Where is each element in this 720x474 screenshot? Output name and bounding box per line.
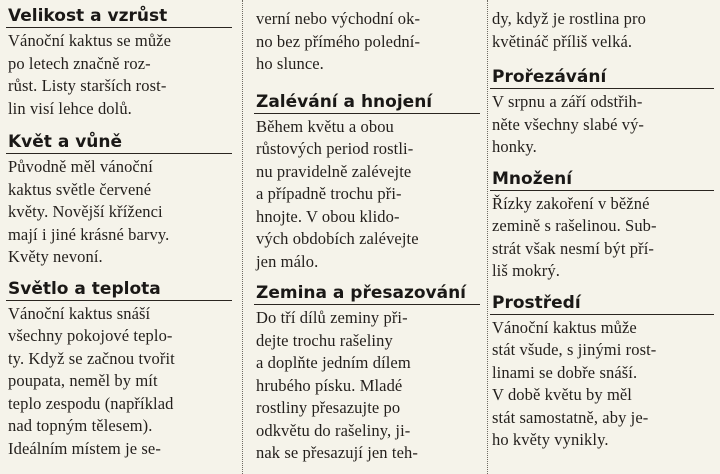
section-heading: Velikost a vzrůst [6,6,232,28]
text-line: něte všechny slabé vý- [492,114,645,134]
text-line: stát samostatně, aby je- [492,407,649,427]
section-heading: Množení [490,169,714,191]
text-line: dejte trochu rašeliny [256,330,393,350]
text-line: nak se přesazují jen teh- [256,443,418,462]
column-divider-2 [487,0,488,474]
text-line: jen málo. [256,251,319,271]
text-line: po letech značně roz- [8,53,151,73]
text-line: teplo zespodu (například [8,393,174,413]
text-line: hrubého písku. Mladé [256,375,403,395]
text-line: dy, když je rostlina pro [492,9,646,28]
text-line: odkvětu do rašeliny, ji- [256,420,411,440]
text-line: hnojte. V obou klido- [256,206,400,226]
text-line: Květy nevoní. [8,247,103,266]
section-body [6,303,232,461]
text-line: a případně trochu při- [256,184,402,203]
text-line: poupata, neměl by mít [8,371,158,390]
text-line: květináč příliš velká. [492,31,633,51]
section-body [254,307,480,465]
section-heading: Květ a vůně [6,132,232,154]
text-line: nu pravidelně zalévejte [256,161,412,181]
section-heading: Zalévání a hnojení [254,92,480,114]
text-line: no bez přímého polední- [256,31,421,51]
text-line: květy. Novější kříženci [8,202,163,221]
text-line: Vánoční kaktus se může [8,31,172,50]
text-line: honky. [492,137,537,156]
text-line: verní nebo východní ok- [256,9,421,28]
text-line: kaktus světle červené [8,179,152,199]
section-svetlo-a-teplota [6,279,232,461]
section-heading: Světlo a teplota [6,279,232,301]
column-2 [254,0,480,462]
section-zemina-a-presazovani [254,283,480,465]
text-line: Řízky zakoření v běžné [492,193,650,213]
column-1 [6,0,232,458]
continuation-text [254,8,480,76]
section-prorezavani [490,67,714,159]
section-prostredi [490,293,714,452]
section-body [6,30,232,120]
text-line: všechny pokojové teplo- [8,326,173,345]
section-body [6,156,232,269]
text-line: V době květu by měl [492,385,632,404]
column-3 [490,0,714,449]
section-mnozeni [490,169,714,283]
section-body [254,116,480,274]
text-line: ho slunce. [256,54,324,73]
text-line: Během květu a obou [256,116,394,136]
column-divider-1 [242,0,243,474]
section-body [490,317,714,452]
text-line: nad topným tělesem). [8,416,153,435]
text-line: strát však nesmí být pří- [492,238,654,258]
section-body [490,193,714,283]
section-heading: Prostředí [490,293,714,315]
text-line: Ideálním místem je se- [8,438,161,458]
text-line: Vánoční kaktus může [492,317,637,337]
text-line: Původně měl vánoční [8,157,153,176]
text-line: linami se dobře snáší. [492,362,638,382]
text-line: Vánoční kaktus snáší [8,303,151,323]
continuation-text [490,8,714,53]
section-heading: Prořezávání [490,67,714,89]
text-line: ho květy vynikly. [492,430,609,449]
section-heading: Zemina a přesazování [254,283,480,305]
text-line: a doplňte jedním dílem [256,353,411,372]
text-line: stát všude, s jinými rost- [492,340,657,359]
text-line: V srpnu a září odstřih- [492,92,643,111]
text-line: růst. Listy starších rost- [8,76,167,95]
text-line: růstových period rostli- [256,139,414,158]
section-zalevani-a-hnojeni [254,92,480,274]
text-line: Do tří dílů zeminy při- [256,308,408,327]
text-line: mají i jiné krásné barvy. [8,224,170,244]
text-line: zemině s rašelinou. Sub- [492,216,657,235]
section-body [490,91,714,159]
text-line: lin visí lehce dolů. [8,98,132,118]
section-kvet-a-vune [6,132,232,269]
section-velikost-a-vzrust [6,6,232,120]
text-line: rostliny přesazujte po [256,398,401,417]
text-line: vých obdobích zalévejte [256,229,419,248]
text-line: liš mokrý. [492,261,560,280]
text-line: ty. Když se začnou tvořit [8,348,175,368]
